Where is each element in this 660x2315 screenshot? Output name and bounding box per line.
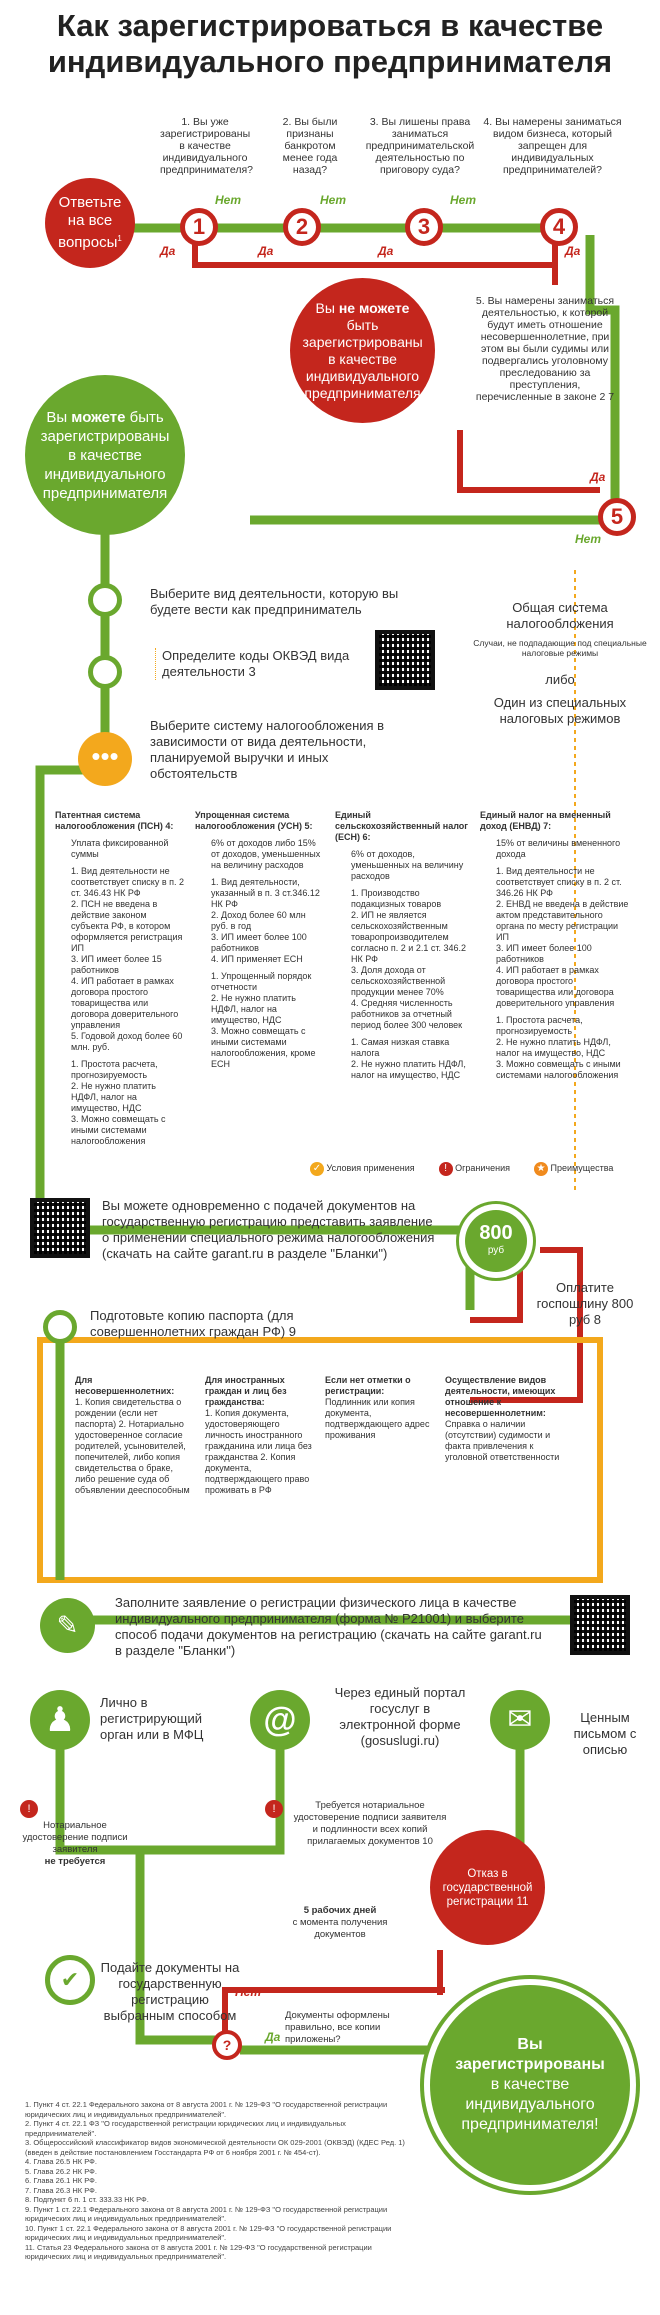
question-mark-icon: ? (212, 2030, 242, 2060)
tax-col-psn: Патентная система налогообложения (ПСН) 4: Уплата фиксированной суммы 1. Вид деятельности не соответствует списку в п. 2 ст. 346.43 НК РФ 2. ПСН не введена в действие законом субъекта РФ, в котором оформляется регистрация ИП 3. ИП имеет более 15 работников 4. ИП работает в рамках договора простого товарищества или договора доверительного управления 5. Годовой доход более 60 млн. руб. 1. Простота расчета, прогнозируемость 2. Не нужно платить НДФЛ, налог на имущество, НДС 3. Можно совмещать с иными системами налогообложения (55, 810, 184, 1146)
final-registered-circle: Вы зарегистрированы в качестве индивидуального предпринимателя! (430, 1985, 630, 2185)
at-icon: @ (250, 1690, 310, 1750)
footnote: 3. Общероссийский классификатор видов экономической деятельности ОК 029-2001 (ОКВЭД) (КДЕС Ред. 1) (введен в действие постановлением Госстандарта РФ от 6 ноября 2001 г. № 454-ст). (25, 2138, 405, 2157)
footnote: 8. Подпункт 6 п. 1 ст. 333.33 НК РФ. (25, 2195, 149, 2204)
footnotes (25, 2100, 415, 2262)
tax-col-esn: Единый сельскохозяйственный налог (ЕСН) 6: 6% от доходов, уменьшенных на величину расходов 1. Производство подакцизных товаров 2. ИП не является сельскохозяйственным товаропроизводителем согласно п. 2 и 2.1 ст. 346.2 НК РФ 3. Доля дохода от сельскохозяйственной продукции менее 70% 4. Средняя численность работников за отчетный период более 300 человек 1. Самая низкая ставка налога 2. Не нужно платить НДФЛ, налог на имущество, НДС (335, 810, 469, 1080)
warning-icon-notary-yes: ! (265, 1800, 283, 1818)
question-5-text: 5. Вы намерены заниматься деятельностью, к которой будут иметь отношение несовершеннолетние, при этом вы были судимы или подвергались уголовному преследованию за преступления, перечисленные в законе 2 7 (475, 295, 615, 403)
footnote: 2. Пункт 4 ст. 22.1 ФЗ "О государственной регистрации юридических лиц и индивидуальных предпринимателей". (25, 2119, 346, 2138)
question-2-text: 2. Вы были признаны банкротом менее года назад? (282, 116, 338, 176)
footnote: 5. Глава 26.2 НК РФ. (25, 2166, 97, 2176)
question-1-badge: 1 (180, 208, 218, 246)
doc-col-foreigners: Для иностранных граждан и лиц без гражданства: 1. Копия документа, удостоверяющего личность иностранного гражданина или лица без гражданства 2. Копия документа, подтверждающего право проживать в РФ (205, 1375, 312, 1495)
tax-legend (310, 1162, 613, 1176)
tax-general-box: Общая система налогообложения Случаи, не подпадающие под специальные налоговые режимы либо Один из специальных налоговых режимов (473, 600, 647, 726)
notary-not-required: Нотариальное удостоверение подписи заявителя не требуется (22, 1820, 128, 1867)
footnote: 7. Глава 26.3 НК РФ. (25, 2185, 97, 2195)
method-mail: Ценным письмом с описью (573, 1710, 637, 1757)
fee-text: Оплатите госпошлину 800 руб 8 (536, 1280, 634, 1327)
doc-col-registration: Если нет отметки о регистрации: Подлинник или копия документа, подтверждающего адрес проживания (325, 1375, 430, 1440)
cannot-register-circle: Вы не можете быть зарегистрированы в качестве индивидуального предпринимателя (290, 278, 435, 423)
question-3-badge: 3 (405, 208, 443, 246)
legend-conditions: ✓ Условия применения (310, 1162, 415, 1176)
special-regime-text: Вы можете одновременно с подачей документов на государственную регистрацию представить заявление о применении специального режима налогообложения (скачать на сайте garant.ru в разделе "Бланки") (102, 1198, 435, 1261)
step-node-activity (88, 583, 122, 617)
yes-label-2: Да (258, 244, 274, 258)
conditions-icon: ✓ (310, 1162, 324, 1176)
envelope-icon: ✉ (490, 1690, 550, 1750)
no-label-5: Нет (575, 532, 602, 546)
footnote: 9. Пункт 1 ст. 22.1 Федерального закона от 8 августа 2001 г. № 129-ФЗ "О государственной регистрации юридических лиц и индивидуальных предпринимателей". (25, 2204, 388, 2223)
doc-col-minors: Для несовершеннолетних: 1. Копия свидетельства о рождении (если нет паспорта) 2. Нотариально удостоверенное согласие родителей, усыновителей, попечителей, либо копия свидетельства о браке, либо решение суда об объявлении дееспособным (75, 1375, 190, 1495)
limits-icon: ! (439, 1162, 453, 1176)
footnote: 1. Пункт 4 ст. 22.1 Федерального закона от 8 августа 2001 г. № 129-ФЗ "О государственной регистрации юридических лиц и индивидуальных предпринимателей". (25, 2100, 388, 2119)
qr-code-okved (375, 630, 435, 690)
step-activity: Выберите вид деятельности, которую вы будете вести как предприниматель (150, 586, 399, 617)
check-text: Документы оформлены правильно, все копии приложены? (285, 2010, 390, 2045)
application-form-icon: ✎ (40, 1598, 95, 1653)
legend-benefits: ★ Преимущества (534, 1162, 613, 1176)
qr-code-special (30, 1198, 90, 1258)
footnote: 6. Глава 26.1 НК РФ. (25, 2176, 97, 2185)
footnote: 11. Статья 23 Федерального закона от 8 августа 2001 г. № 129-ФЗ "О государственной регистрации юридических лиц и индивидуальных предпринимателей". (25, 2242, 372, 2261)
fee-badge: 800 руб (465, 1210, 527, 1272)
step-node-passport (43, 1310, 77, 1344)
passport-text: Подготовьте копию паспорта (для совершеннолетних граждан РФ) 9 (90, 1308, 297, 1339)
question-4-text: 4. Вы намерены заниматься видом бизнеса, который запрещен для индивидуальных предпринимателей? (483, 116, 622, 176)
method-in-person: Лично в регистрирующий орган или в МФЦ (100, 1695, 204, 1742)
yes-label-4: Да (565, 244, 581, 258)
notary-required: Требуется нотариальное удостоверение подписи заявителя и подлинности всех копий прилагаемых документов 10 (293, 1800, 447, 1847)
qr-code-application (570, 1595, 630, 1655)
days-text: 5 рабочих дней с момента получения документов (292, 1905, 388, 1940)
tax-col-usn: Упрощенная система налогообложения (УСН) 5: 6% от доходов либо 15% от доходов, уменьшенных на величину расходов 1. Вид деятельности, указанный в п. 3 ст.346.12 НК РФ 2. Доход более 60 млн руб. в год 3. ИП имеет более 100 работников 4. ИП применяет ЕСН 1. Упрощенный порядок отчетности 2. Не нужно платить НДФЛ, налог на имущество, НДС 3. Можно совмещать с иными системами налогообложения, кроме ЕСН (195, 810, 321, 1069)
no-label-3: Нет (450, 193, 477, 207)
method-portal: Через единый портал госуслуг в электронной форме (gosuslugi.ru) (334, 1685, 466, 1748)
no-label-docs: Нет (235, 1985, 262, 1999)
no-label-1: Нет (215, 193, 242, 207)
no-label-2: Нет (320, 193, 347, 207)
footnote: 4. Глава 26.5 НК РФ. (25, 2157, 97, 2166)
question-4-badge: 4 (540, 208, 578, 246)
yes-label-1: Да (160, 244, 176, 258)
yes-label-5: Да (590, 470, 606, 484)
tax-col-envd: Единый налог на вмененный доход (ЕНВД) 7: 15% от величины вмененного дохода 1. Вид деятельности не соответствует списку в п. 2 ст. 346.26 НК РФ 2. ЕНВД не введена в действие актом представительного органа по месту регистрации ИП 3. ИП имеет более 100 работников 4. ИП работает в рамках договора простого товарищества или договора доверительного управления 1. Простота расчета, прогнозируемость 2. Не нужно платить НДФЛ, налог на имущество, НДС 3. Можно совмещать с иными системами налогообложения (480, 810, 629, 1080)
legend-limits: ! Ограничения (439, 1162, 510, 1176)
start-circle: Ответьте на все вопросы$^1$ (45, 178, 135, 268)
person-icon: ♟ (30, 1690, 90, 1750)
step-node-okved (88, 655, 122, 689)
question-1-text: 1. Вы уже зарегистрированы в качестве индивидуального предпринимателя? (160, 116, 253, 176)
footnote: 10. Пункт 1 ст. 22.1 Федерального закона от 8 августа 2001 г. № 129-ФЗ "О государственной регистрации юридических лиц и индивидуальных предпринимателей". (25, 2223, 392, 2242)
application-text: Заполните заявление о регистрации физического лица в качестве индивидуального предпринимателя (форма № Р21001) и выберите способ подачи документов на регистрацию (скачать на сайте garant.ru в разделе "Бланки") (115, 1595, 542, 1658)
doc-col-minors-activity: Осуществление видов деятельности, имеющих отношение к несовершеннолетним: Справка о наличии (отсутствии) судимости и факта привлечения к уголовной ответственности (445, 1375, 560, 1462)
question-3-text: 3. Вы лишены права заниматься предпринимательской деятельностью по приговору суда? (365, 116, 475, 176)
yes-label-docs: Да (265, 2030, 281, 2044)
warning-icon-notary-no: ! (20, 1800, 38, 1818)
question-5-badge: 5 (598, 498, 636, 536)
tax-choice-icon: ••• (78, 732, 132, 786)
step-okved: Определите коды ОКВЭД вида деятельности 3 (155, 648, 362, 680)
step-tax: Выберите систему налогообложения в зависимости от вида деятельности, планируемой выручки и иных обстоятельств (150, 718, 385, 781)
page-title: Как зарегистрироваться в качестве индивидуального предпринимателя (47, 8, 613, 79)
can-register-circle: Вы можете быть зарегистрированы в качестве индивидуального предпринимателя (25, 375, 185, 535)
submit-text: Подайте документы на государственную регистрацию выбранным способом (100, 1960, 240, 2023)
yes-label-3: Да (378, 244, 394, 258)
refusal-circle: Отказ в государственной регистрации 11 (430, 1830, 545, 1945)
question-2-badge: 2 (283, 208, 321, 246)
benefits-icon: ★ (534, 1162, 548, 1176)
submit-icon: ✔ (45, 1955, 95, 2005)
